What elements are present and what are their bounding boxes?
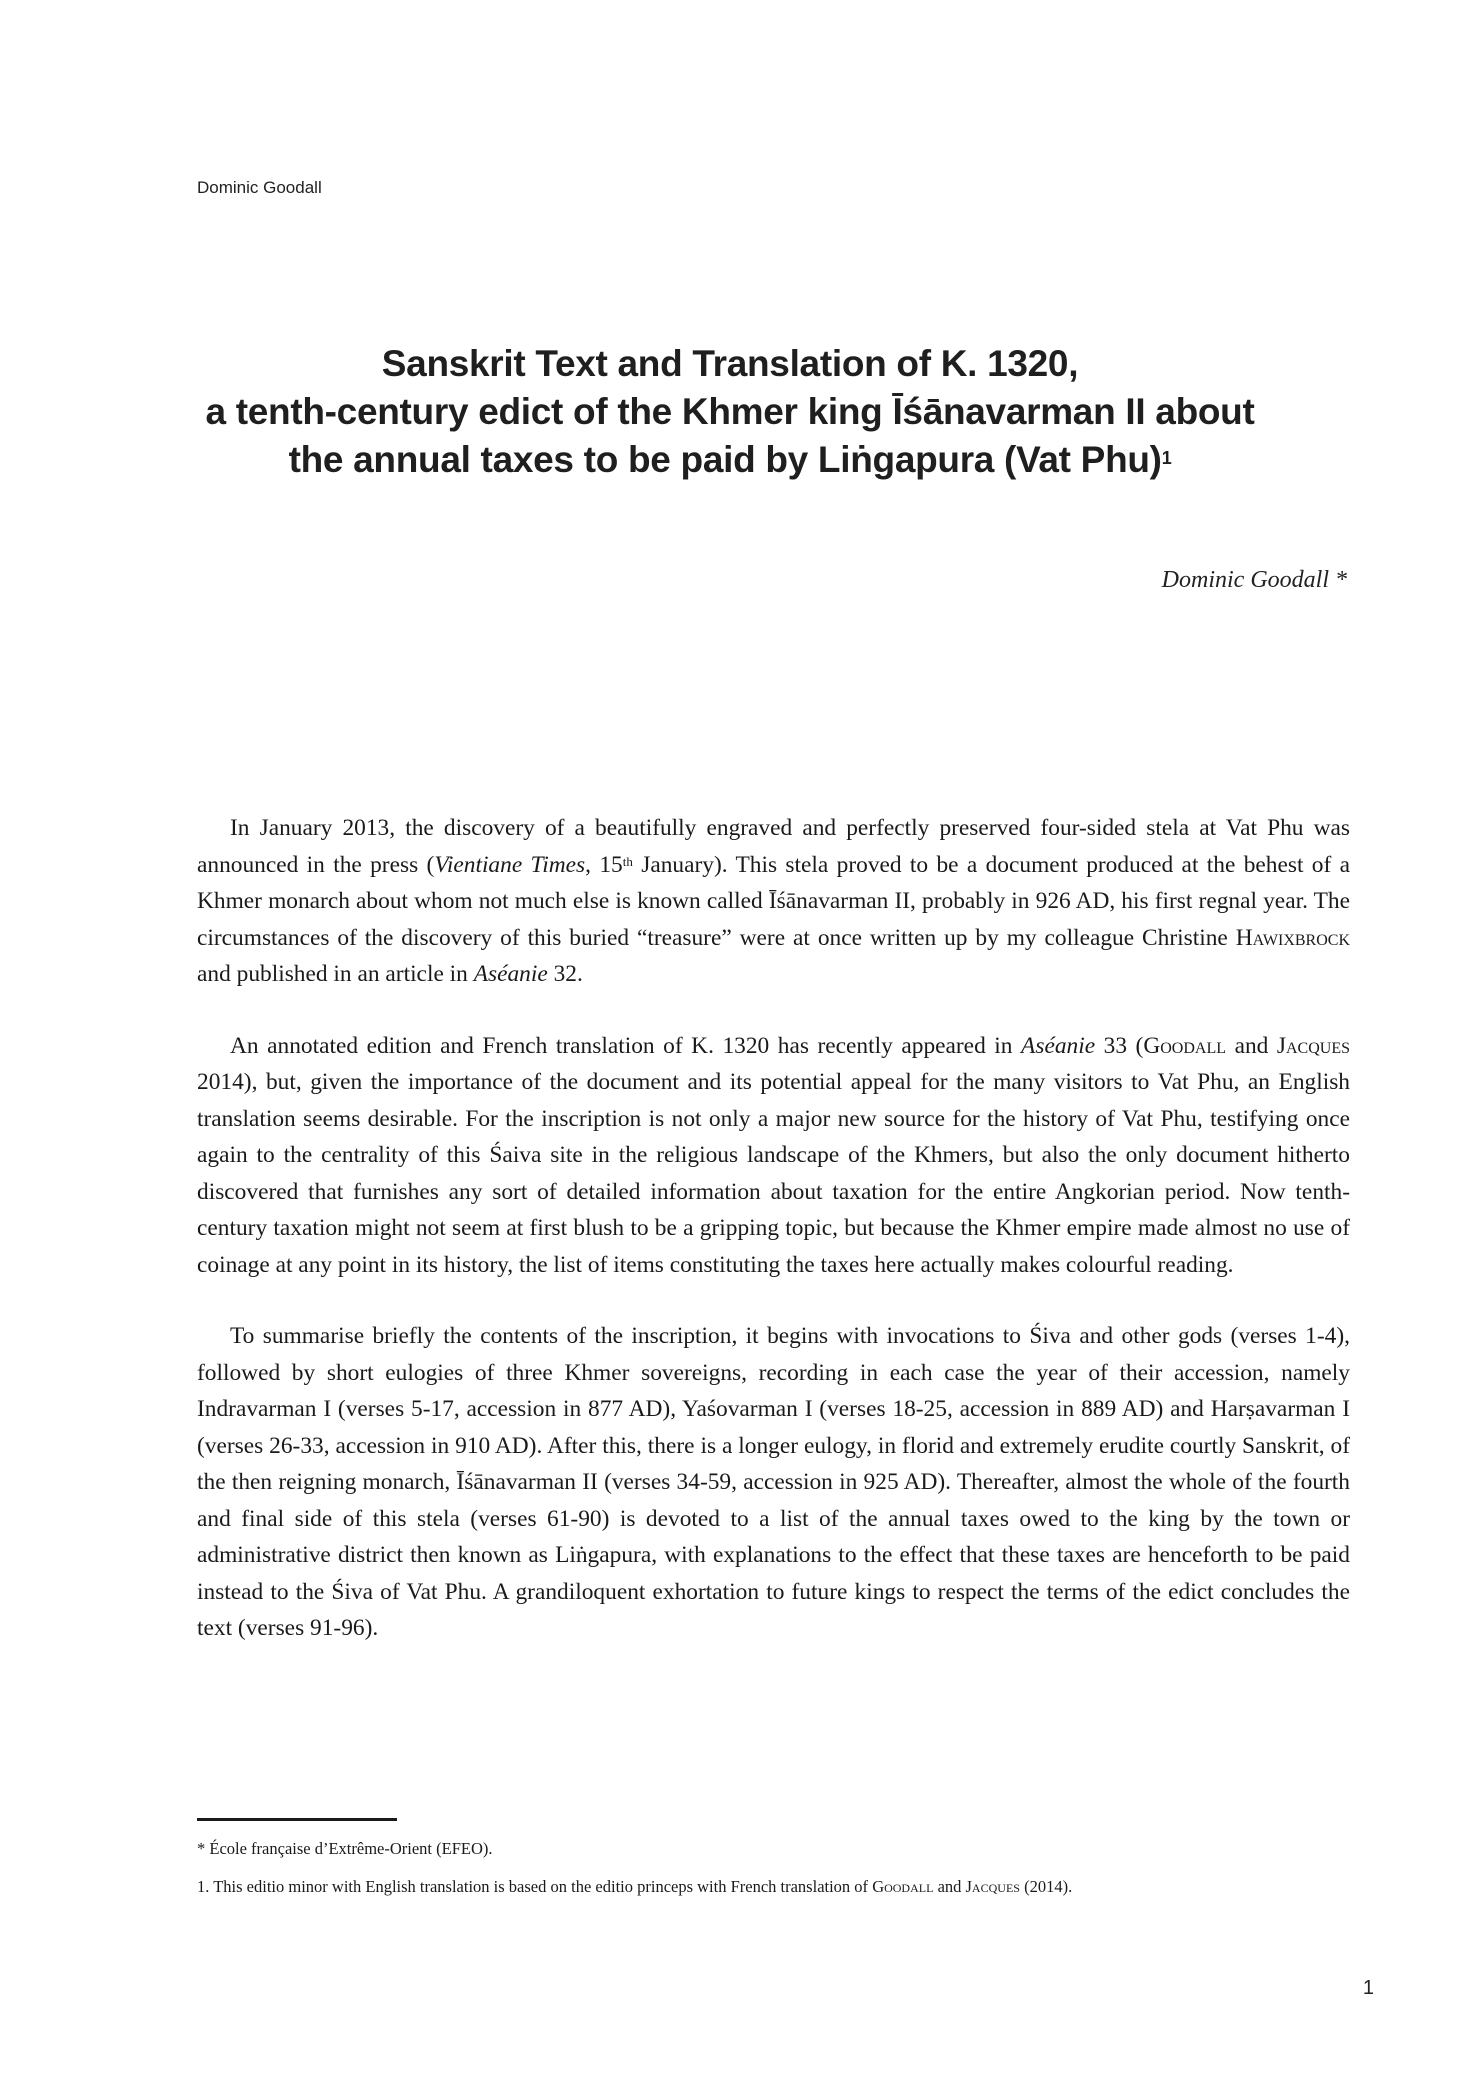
title-line-1: Sanskrit Text and Translation of K. 1320, <box>381 343 1079 384</box>
body-text <box>197 810 1350 1682</box>
italic-title: Aséanie <box>1021 1032 1096 1059</box>
text-run: 2014), but, given the importance of the document and its potential appeal for the many visitors to Vat Phu, an English translation seems desirable. For the inscription is not only a major new source for the history of Vat Phu, testifying once again to the centrality of this Śaiva site in the religious landscape of the Khmers, but also the only document hitherto discovered that furnishes any sort of detailed information about taxation for the entire Angkorian period. Now tenth-century taxation might not seem at first blush to be a gripping topic, but because the Khmer empire made almost no use of coinage at any point in its history, the list of items constituting the taxes here actually makes colourful reading. <box>197 1069 1350 1278</box>
title-line-2: a tenth-century edict of the Khmer king Īśānavarman II about <box>205 391 1255 432</box>
italic-title: Aséanie <box>473 961 548 987</box>
text-run: An annotated edition and French translation of K. 1320 has recently appeared in <box>230 1032 1022 1059</box>
text-run: (2014). <box>1019 1877 1073 1896</box>
title-line-3-text: the annual taxes to be paid by Liṅgapura (Vat Phu) <box>288 439 1162 480</box>
text-run: 32. <box>547 961 583 987</box>
text-run: and <box>933 1877 966 1896</box>
text-run: and <box>1226 1032 1277 1059</box>
footnote-1 <box>197 1874 1350 1900</box>
text-run: 1. This editio minor with English translation is based on the editio princeps with French translation of <box>197 1877 873 1896</box>
author-name-smallcaps: Hawixbrock <box>1235 924 1350 951</box>
text-run: , 15 <box>585 851 623 878</box>
article-title <box>150 340 1310 484</box>
footnote-divider <box>197 1818 397 1821</box>
author-name-smallcaps: Jacques <box>965 1877 1020 1896</box>
author-name-smallcaps: Jacques <box>1276 1032 1351 1059</box>
paragraph-2 <box>197 1028 1350 1284</box>
title-footnote-mark[interactable]: 1 <box>1161 448 1172 468</box>
author-name-smallcaps: Goodall <box>872 1877 934 1896</box>
paragraph-3: To summarise briefly the contents of the inscription, it begins with invocations to Śiva and other gods (verses 1-4), followed by short eulogies of three Khmer sovereigns, recording in each case the year of their accession, namely Indravarman I (verses 5-17, accession in 877 AD), Yaśovarman I (verses 18-25, accession in 889 AD) and Harṣavarman I (verses 26-33, accession in 910 AD). After this, there is a longer eulogy, in florid and extremely erudite courtly Sanskrit, of the then reigning monarch, Īśānavarman II (verses 34-59, accession in 925 AD). Thereafter, almost the whole of the fourth and final side of this stela (verses 61-90) is devoted to a list of the annual taxes owed to the king by the town or administrative district then known as Liṅgapura, with explanations to the effect that these taxes are henceforth to be paid instead to the Śiva of Vat Phu. A grandiloquent exhortation to future kings to respect the terms of the edict concludes the text (verses 91-96). <box>197 1323 1350 1641</box>
running-head: Dominic Goodall <box>197 178 322 197</box>
author-name-smallcaps: Goodall <box>1143 1032 1227 1059</box>
ordinal-suffix: th <box>622 853 633 869</box>
page-number: 1 <box>1362 1977 1374 1999</box>
footnotes <box>197 1836 1350 1912</box>
footnote-affiliation: * École française d’Extrême-Orient (EFEO). <box>197 1839 493 1858</box>
paragraph-1 <box>197 810 1350 993</box>
text-run: 33 ( <box>1095 1032 1144 1059</box>
text-run: In January 2013, the discovery of a beautifully engraved and perfectly preserved four-sided stela at Vat Phu was announced in the press ( <box>197 815 1350 878</box>
text-run: and published in an article in <box>197 961 474 987</box>
text-run: January). This stela proved to be a document produced at the behest of a Khmer monarch about whom not much else is known called Īśānavarman II, probably in 926 AD, his first regnal year. The circumstances of the discovery of this buried “treasure” were at once written up by my colleague Christine <box>197 851 1350 951</box>
italic-title: Vientiane Times <box>434 851 586 878</box>
title-line-3 <box>150 436 1310 484</box>
author-byline: Dominic Goodall * <box>1161 567 1347 593</box>
